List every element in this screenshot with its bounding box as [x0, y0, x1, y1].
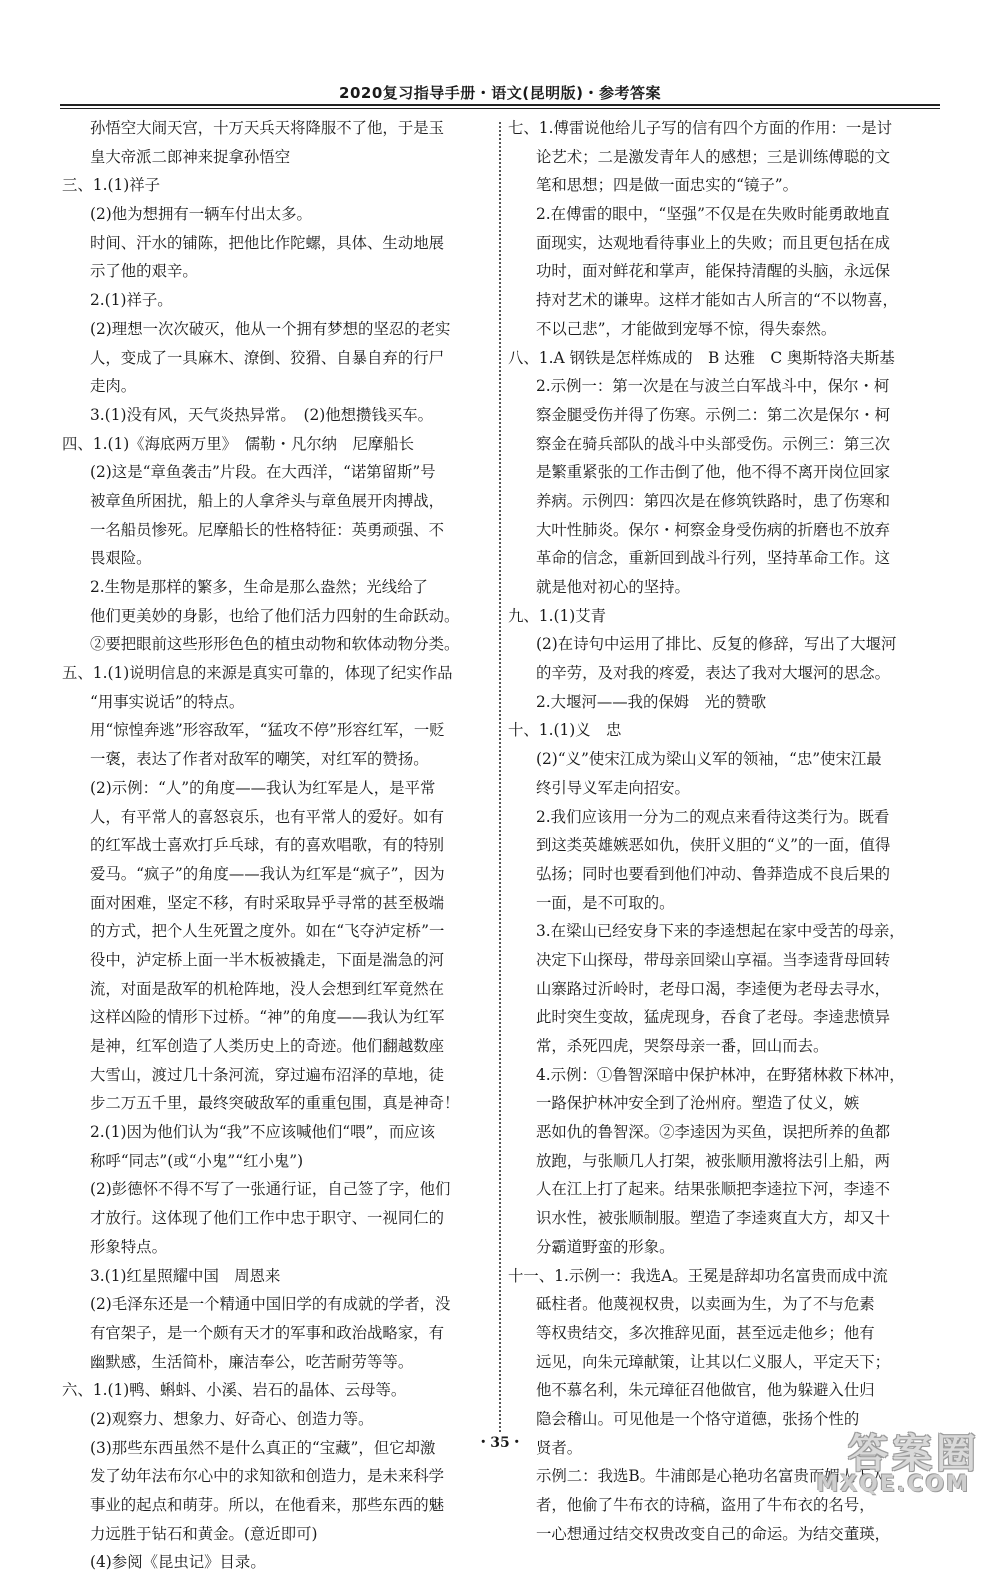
answer-text-line: ②要把眼前这些形形色色的植虫动物和软体动物分类。	[90, 635, 460, 654]
answer-text-line: (2)彭德怀不得不写了一张通行证，自己签了字，他们	[90, 1180, 451, 1199]
answer-text-line: 步二万五千里，最终突破敌军的重重包围，真是神奇！	[90, 1094, 460, 1113]
section-heading-line: 七、1.傅雷说他给儿子写的信有四个方面的作用：一是讨	[508, 119, 893, 137]
answer-text-line: 分霸道野蛮的形象。	[536, 1237, 675, 1256]
answer-text-line: 是神，红军创造了人类历史上的奇迹。他们翻越数座	[90, 1037, 444, 1055]
answer-text-line: 一心想通过结交权贵改变自己的命运。为结交董瑛，	[536, 1524, 890, 1543]
answer-text-line: (2)理想一次次破灭，他从一个拥有梦想的坚忍的老实	[90, 319, 451, 338]
answer-text-line: 示了他的艰辛。	[90, 262, 198, 281]
answer-text-line: 砥柱者。他蔑视权贵，以卖画为生，为了不与危素	[536, 1295, 875, 1314]
watermark-site-text: MXQE.COM	[816, 1472, 970, 1497]
answer-text-line: 2.(1)祥子。	[90, 291, 173, 310]
answer-text-line: 隐会稽山。可见他是一个恪守道德，张扬个性的	[536, 1409, 860, 1428]
answer-text-line: 持对艺术的谦卑。这样才能如古人所言的“不以物喜，	[536, 291, 898, 310]
section-heading-line: 九、1.(1)艾青	[508, 606, 607, 625]
header-rule-thin	[60, 108, 940, 109]
section-heading-line: 五、1.(1)说明信息的来源是真实可靠的，体现了纪实作品	[62, 664, 453, 683]
column-divider	[499, 122, 501, 1432]
answer-text-line: 流，对面是敌军的机枪阵地，没人会想到红军竟然在	[90, 979, 444, 998]
answer-text-line: 3.(1)红星照耀中国 周恩来	[90, 1266, 281, 1285]
answer-text-line: 孙悟空大闹天宫，十万天兵天将降服不了他，于是玉	[90, 119, 444, 137]
answer-text-line: (2)这是“章鱼袭击”片段。在大西洋，“诺第留斯”号	[90, 463, 436, 482]
answer-text-line: 恶如仇的鲁智深。②李逵因为买鱼，误把所养的鱼都	[536, 1123, 890, 1142]
answer-text-line: 时间、汗水的铺陈，把他比作陀螺，具体、生动地展	[90, 233, 444, 252]
answer-text-line: 养病。示例四：第四次是在修筑铁路时，患了伤寒和	[536, 491, 890, 510]
answer-text-line: 畏艰险。	[90, 549, 152, 568]
section-heading-line: 八、1.A 钢铁是怎样炼成的 B 达雅 C 奥斯特洛夫斯基	[508, 348, 895, 367]
right-column	[508, 114, 928, 1548]
answer-text-line: 一面，是不可取的。	[536, 893, 675, 912]
answer-text-line: 发了幼年法布尔心中的求知欲和创造力，是未来科学	[90, 1467, 444, 1486]
answer-text-line: 一褒，表达了作者对敌军的嘲笑，对红军的赞扬。	[90, 750, 429, 769]
answer-text-line: 被章鱼所困扰，船上的人拿斧头与章鱼展开肉搏战，	[90, 491, 444, 510]
page-number: ・35・	[476, 1435, 524, 1451]
answer-text-line: 人，有平常人的喜怒哀乐，也有平常人的爱好。如有	[90, 807, 444, 826]
answer-text-line: 示例二：我选B。牛浦郎是心艳功名富贵而媚人下人	[536, 1467, 886, 1486]
answer-text-line: “用事实说话”的特点。	[90, 692, 245, 711]
answer-text-line: 察金在骑兵部队的战斗中头部受伤。示例三：第三次	[536, 434, 890, 453]
answer-text-line: 4.示例：①鲁智深暗中保护林冲，在野猪林救下林冲，	[536, 1065, 905, 1084]
answer-text-line: 幽默感，生活简朴，廉洁奉公，吃苦耐劳等等。	[90, 1352, 414, 1371]
answer-text-line: 形象特点。	[90, 1237, 167, 1256]
answer-text-line: 2.(1)因为他们认为“我”不应该喊他们“喂”，而应该	[90, 1123, 435, 1142]
answer-text-line: (4)参阅《昆虫记》目录。	[90, 1553, 266, 1572]
answer-text-line: 2.大堰河——我的保姆 光的赞歌	[536, 692, 767, 711]
answer-text-line: 察金腿受伤并得了伤寒。示例二：第二次是保尔・柯	[536, 405, 890, 424]
answer-text-line: 决定下山探母，带母亲回梁山享福。当李逵背母回转	[536, 950, 890, 969]
left-column	[62, 114, 482, 1577]
answer-text-line: 笔和思想；四是做一面忠实的“镜子”。	[536, 176, 798, 195]
section-heading-line: 四、1.(1)《海底两万里》 儒勒・凡尔纳 尼摩船长	[62, 434, 414, 453]
answer-text-line: 终引导义军走向招安。	[536, 778, 690, 797]
answer-text-line: 大雪山，渡过几十条河流，穿过遍布沼泽的草地，徒	[90, 1065, 444, 1084]
section-heading-line: 十、1.(1)义 忠	[508, 721, 622, 740]
answer-text-line: 弘扬；同时也要看到他们冲动、鲁莽造成不良后果的	[536, 864, 890, 883]
answer-text-line: 革命的信念，重新回到战斗行列，坚持革命工作。这	[536, 549, 890, 568]
watermark-logo	[788, 1422, 988, 1502]
page-header: 2020复习指导手册・语文(昆明版)・参考答案	[339, 84, 661, 102]
answer-text-line: (2)观察力、想象力、好奇心、创造力等。	[90, 1409, 374, 1428]
answer-text-line: 的红军战士喜欢打乒乓球，有的喜欢唱歌，有的特别	[90, 836, 444, 855]
answer-text-line: 人在江上打了起来。结果张顺把李逵拉下河，李逵不	[536, 1180, 890, 1199]
answer-text-line: 他不慕名利，朱元璋征召他做官，他为躲避入仕归	[536, 1381, 875, 1400]
answer-text-line: 皇大帝派二郎神来捉拿孙悟空	[90, 147, 291, 166]
answer-text-line: 识水性，被张顺制服。塑造了李逵爽直大方，却又十	[536, 1209, 890, 1228]
answer-text-line: 的辛劳，及对我的疼爱，表达了我对大堰河的思念。	[536, 664, 890, 683]
answer-text-line: (2)“义”使宋江成为梁山义军的领袖，“忠”使宋江最	[536, 750, 882, 769]
answer-text-line: 此时突生变故，猛虎现身，吞食了老母。李逵悲愤异	[536, 1008, 890, 1027]
answer-text-line: 功时，面对鲜花和掌声，能保持清醒的头脑，永远保	[536, 262, 890, 281]
answer-text-line: 论艺术；二是激发青年人的感想；三是训练傅聪的文	[536, 147, 890, 166]
answer-text-line: (2)示例：“人”的角度——我认为红军是人，是平常	[90, 778, 436, 797]
section-heading-line: 十一、1.示例一：我选A。王冕是辞却功名富贵而成中流	[508, 1266, 888, 1285]
answer-text-line: 2.在傅雷的眼中，“坚强”不仅是在失败时能勇敢地直	[536, 205, 890, 224]
answer-text-line: 是繁重紧张的工作击倒了他，他不得不离开岗位回家	[536, 463, 890, 482]
answer-text-line: 3.在梁山已经安身下来的李逵想起在家中受苦的母亲，	[536, 922, 905, 941]
section-heading-line: 六、1.(1)鸭、蝌蚪、小溪、岩石的晶体、云母等。	[62, 1381, 407, 1400]
answer-text-line: 3.(1)没有风，天气炎热异常。 (2)他想攒钱买车。	[90, 405, 434, 424]
header-rule-thick	[60, 104, 940, 106]
answer-text-line: 走肉。	[90, 377, 137, 396]
answer-text-line: 常，杀死四虎，哭祭母亲一番，回山而去。	[536, 1037, 829, 1055]
answer-text-line: 放跑，与张顺几人打架，被张顺用激将法引上船，两	[536, 1151, 890, 1170]
answer-text-line: (2)毛泽东还是一个精通中国旧学的有成就的学者，没	[90, 1295, 451, 1314]
answer-text-line: 等权贵结交，多次推辞见面，甚至远走他乡；他有	[536, 1323, 875, 1342]
answer-text-line: 2.生物是那样的繁多，生命是那么盎然；光线给了	[90, 578, 428, 596]
answer-text-line: 就是他对初心的坚持。	[536, 578, 690, 596]
answer-text-line: 面现实，达观地看待事业上的失败；而且更包括在成	[536, 233, 890, 252]
answer-text-line: 者，他偷了牛布衣的诗稿，盗用了牛布衣的名号，	[536, 1496, 875, 1514]
answer-text-line: (3)那些东西虽然不是什么真正的“宝藏”，但它却激	[90, 1438, 436, 1457]
section-heading-line: 三、1.(1)祥子	[62, 176, 161, 195]
answer-text-line: 不以己悲”，才能做到宠辱不惊，得失泰然。	[536, 319, 837, 338]
answer-text-line: 一名船员惨死。尼摩船长的性格特征：英勇顽强、不	[90, 520, 444, 539]
answer-text-line: 称呼“同志”(或“小鬼”“红小鬼”)	[90, 1151, 304, 1170]
answer-text-line: 人，变成了一具麻木、潦倒、狡猾、自暴自弃的行尸	[90, 348, 444, 367]
answer-text-line: 贤者。	[536, 1438, 583, 1457]
answer-text-line: 2.示例一：第一次是在与波兰白军战斗中，保尔・柯	[536, 377, 890, 396]
answer-text-line: 山寨路过沂岭时，老母口渴，李逵便为老母去寻水，	[536, 979, 890, 998]
answer-text-line: (2)他为想拥有一辆车付出太多。	[90, 205, 312, 224]
answer-text-line: 一路保护林冲安全到了沧州府。塑造了仗义，嫉	[536, 1094, 860, 1113]
answer-text-line: 大叶性肺炎。保尔・柯察金身受伤病的折磨也不放弃	[536, 520, 890, 539]
answer-text-line: 事业的起点和萌芽。所以，在他看来，那些东西的魅	[90, 1496, 444, 1514]
answer-text-line: 远见，向朱元璋献策，让其以仁义服人，平定天下；	[536, 1352, 890, 1371]
answer-text-line: 到这类英雄嫉恶如仇，侠肝义胆的“义”的一面，值得	[536, 836, 891, 855]
answer-text-line: 力远胜于钻石和黄金。(意近即可)	[90, 1524, 318, 1543]
answer-text-line: 这样凶险的情形下过桥。“神”的角度——我认为红军	[90, 1008, 445, 1027]
answer-text-line: 的方式，把个人生死置之度外。如在“飞夺泸定桥”一	[90, 922, 445, 941]
answer-text-line: 2.我们应该用一分为二的观点来看待这类行为。既看	[536, 807, 890, 826]
answer-text-line: 有官架子，是一个颇有天才的军事和政治战略家，有	[90, 1323, 444, 1342]
answer-text-line: (2)在诗句中运用了排比、反复的修辞，写出了大堰河	[536, 635, 897, 654]
answer-text-line: 面对困难，坚定不移，有时采取异乎寻常的甚至极端	[90, 893, 444, 912]
watermark-main-text: 答案圈	[848, 1431, 980, 1477]
answer-text-line: 役中，泸定桥上面一半木板被撬走，下面是湍急的河	[90, 950, 444, 969]
answer-text-line: 他们更美妙的身影，也给了他们活力四射的生命跃动。	[90, 606, 460, 625]
answer-text-line: 用“惊惶奔逃”形容敌军，“猛攻不停”形容红军，一贬	[90, 721, 445, 740]
answer-text-line: 爱马。“疯子”的角度——我认为红军是“疯子”，因为	[90, 864, 445, 883]
answer-text-line: 才放行。这体现了他们工作中忠于职守、一视同仁的	[90, 1209, 444, 1228]
